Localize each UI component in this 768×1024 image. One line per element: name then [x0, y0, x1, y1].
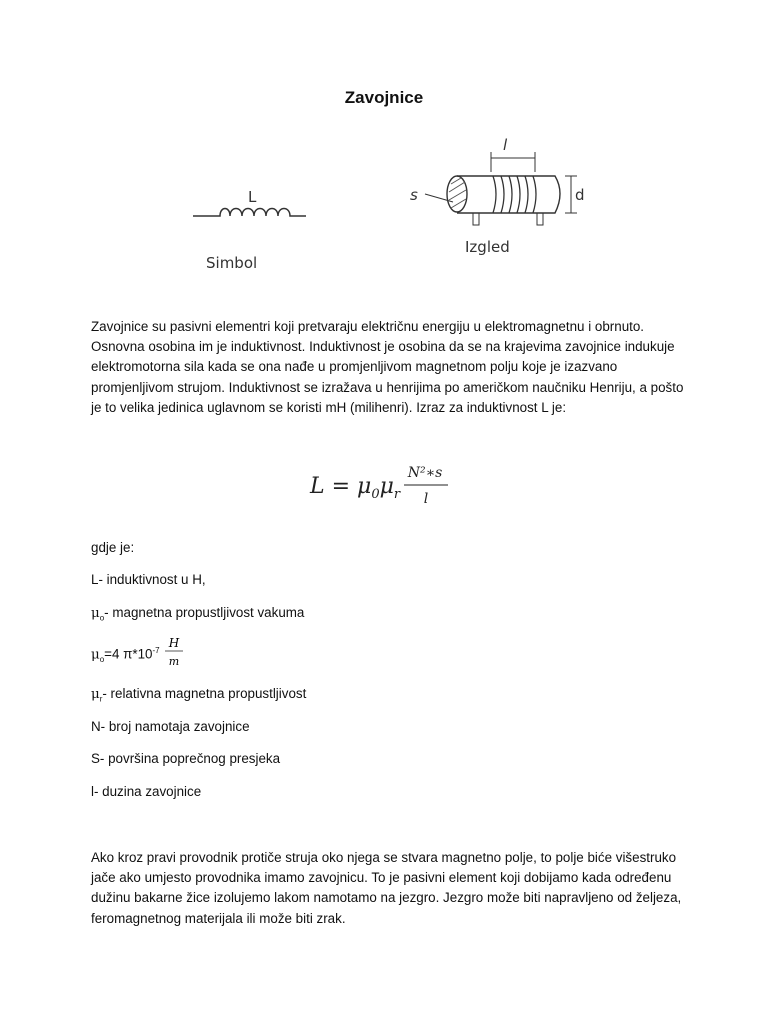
inductor-coil-icon [193, 209, 306, 217]
def-N: N- broj namotaja zavojnice [91, 719, 250, 734]
formula-denominator: l [423, 491, 429, 507]
inductance-formula [300, 455, 470, 515]
inductor-symbol-figure [188, 180, 328, 280]
svg-text:L = μ0μr [309, 474, 401, 502]
formula-numerator: N²∗s [407, 465, 443, 481]
inductor-appearance-figure [395, 128, 600, 258]
def-mu0-value: $\mu_o=4$ $\pi*10^{-7}$ [91, 646, 160, 665]
def-S: S- površina poprečnog presjeka [91, 751, 281, 766]
formula-mu-r: μ [379, 474, 394, 499]
mu0-unit-fraction [164, 634, 184, 670]
formula-lhs: L = μ [310, 474, 372, 499]
symbol-caption: Simbol [206, 254, 258, 272]
formula-sub-r: r [393, 487, 401, 502]
def-l: l- duzina zavojnice [91, 784, 202, 799]
section-label: s [410, 186, 418, 204]
closing-paragraph: Ako kroz pravi provodnik protiče struja oko njega se stvara magnetno polje, to polje biće višestruko jače ako umjesto provodnika imamo zavojnicu. To je pasivni element koji dobijamo kada određenu dužinu bakarne žice izolujemo lakom namotamo na jezgro. Jezgro može biti napravljeno od željeza, feromagnetnog materijala ili može biti zrak. [91, 850, 682, 926]
def-mur: $\mu_r-$ relativna magnetna propustljivost [91, 686, 307, 704]
def-mu0: $\mu_o-$ magnetna propustljivost vakuma [91, 605, 305, 623]
formula-sub0: 0 [371, 487, 380, 502]
where-label: gdje je: [91, 540, 135, 555]
def-L: L- induktivnost u H, [91, 572, 206, 587]
svg-text:m: m [168, 655, 180, 668]
appearance-caption: Izgled [465, 238, 510, 256]
intro-paragraph: Zavojnice su pasivni elementri koji pretvaraju električnu energiju u elektromagnetnu i obrnuto. Osnovna osobina im je induktivnost. Induktivnost je osobina da se na krajevima zavojnice indukuje elektromotorna sila kada se ona nađe u promjenljivom magnetnom polju koje je izazvano promjenljivom strujom. Induktivnost se izražava u henrijima po američkom naučniku Henriju, a pošto je to velika jedinica uglavnom se koristi mH (milihenri). Izraz za induktivnost L je: [91, 319, 684, 415]
windings-icon [493, 176, 536, 213]
diameter-label: d [575, 186, 585, 204]
length-label: l [503, 136, 508, 154]
page-title: Zavojnice [344, 88, 424, 107]
svg-text:H: H [168, 636, 180, 650]
symbol-label: L [248, 188, 257, 206]
